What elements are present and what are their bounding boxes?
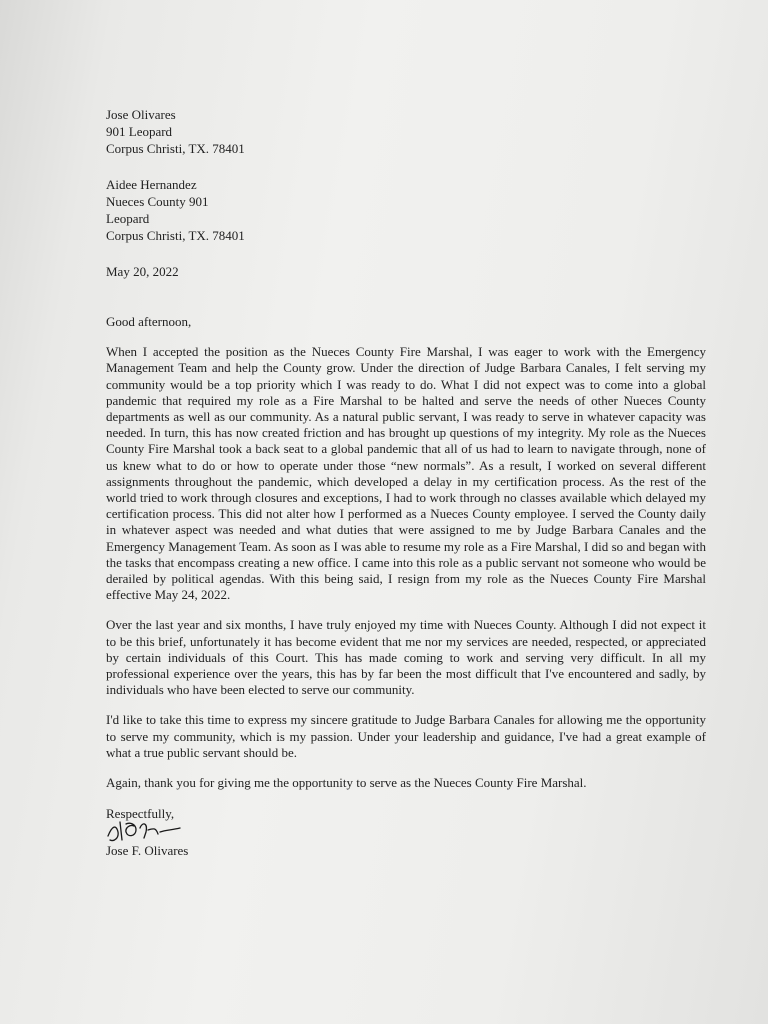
letter-date: May 20, 2022 (106, 264, 179, 279)
sender-address (106, 106, 706, 157)
sender-name: Jose Olivares (106, 107, 176, 122)
paragraph-resignation: When I accepted the position as the Nueces County Fire Marshal, I was eager to work with the Emergency Management Team and help the County grow. Under the direction of Judge Barbara Canales, I felt serving my community would be a top priority which I was ready to do. What I did not expect was to come into a global pandemic that required my role as a Fire Marshal to be halted and serve the needs of other Nueces County departments as well as our community. As a natural public servant, I was ready to serve in whatever capacity was needed. In turn, this has now created friction and has brought up questions of my integrity. My role as the Nueces County Fire Marshal took a back seat to a global pandemic that all of us had to learn to navigate through, none of us knew what to do or how to operate under those “new normals”. As a result, I worked on several different assignments throughout the pandemic, which developed a delay in my certification process. As the rest of the world tried to work through closures and exceptions, I had to work through no classes available which delayed my certification process. This did not alter how I performed as a Nueces County employee. I served the County daily in whatever aspect was needed and what duties that were assigned to me by Judge Barbara Canales and the Emergency Management Team. As soon as I was able to resume my role as a Fire Marshal, I did so and began with the tasks that encompass creating a new office. I came into this role as a public servant not someone who would be derailed by political agendas. With this being said, I resign from my role as the Nueces County Fire Marshal effective May 24, 2022. (106, 344, 706, 603)
spacer (106, 280, 706, 314)
handwritten-signature (106, 822, 246, 844)
greeting: Good afternoon, (106, 314, 192, 329)
signature-name: Jose F. Olivares (106, 843, 189, 859)
recipient-street: Leopard (106, 211, 150, 226)
sender-street: 901 Leopard (106, 124, 173, 139)
paragraph-thanks: Again, thank you for giving me the opportunity to serve as the Nueces County Fire Marshal. (106, 775, 587, 791)
recipient-name: Aidee Hernandez (106, 177, 197, 192)
sender-city: Corpus Christi, TX. 78401 (106, 141, 245, 156)
spacer (106, 244, 706, 263)
paragraph-gratitude: I'd like to take this time to express my sincere gratitude to Judge Barbara Canales for allowing me the opportunity to serve my community, which is my passion. Under your leadership and guidance, I've had a great example of what a true public servant should be. (106, 712, 706, 760)
recipient-org: Nueces County 901 (106, 194, 209, 209)
letter-body (106, 106, 706, 859)
recipient-address (106, 176, 706, 244)
recipient-city: Corpus Christi, TX. 78401 (106, 228, 245, 243)
spacer (106, 157, 706, 176)
signature-icon (102, 816, 192, 846)
paragraph-experience: Over the last year and six months, I have truly enjoyed my time with Nueces County. Although I did not expect it to be this brief, unfortunately it has become evident that me nor my services are needed, respected, or appreciated by certain individuals of this Court. This has made coming to work and serving very difficult. In all my professional experience over the years, this has by far been the most difficult that I've encountered and sadly, by individuals who have been elected to serve our community. (106, 617, 706, 698)
closing: Respectfully, (106, 806, 175, 822)
